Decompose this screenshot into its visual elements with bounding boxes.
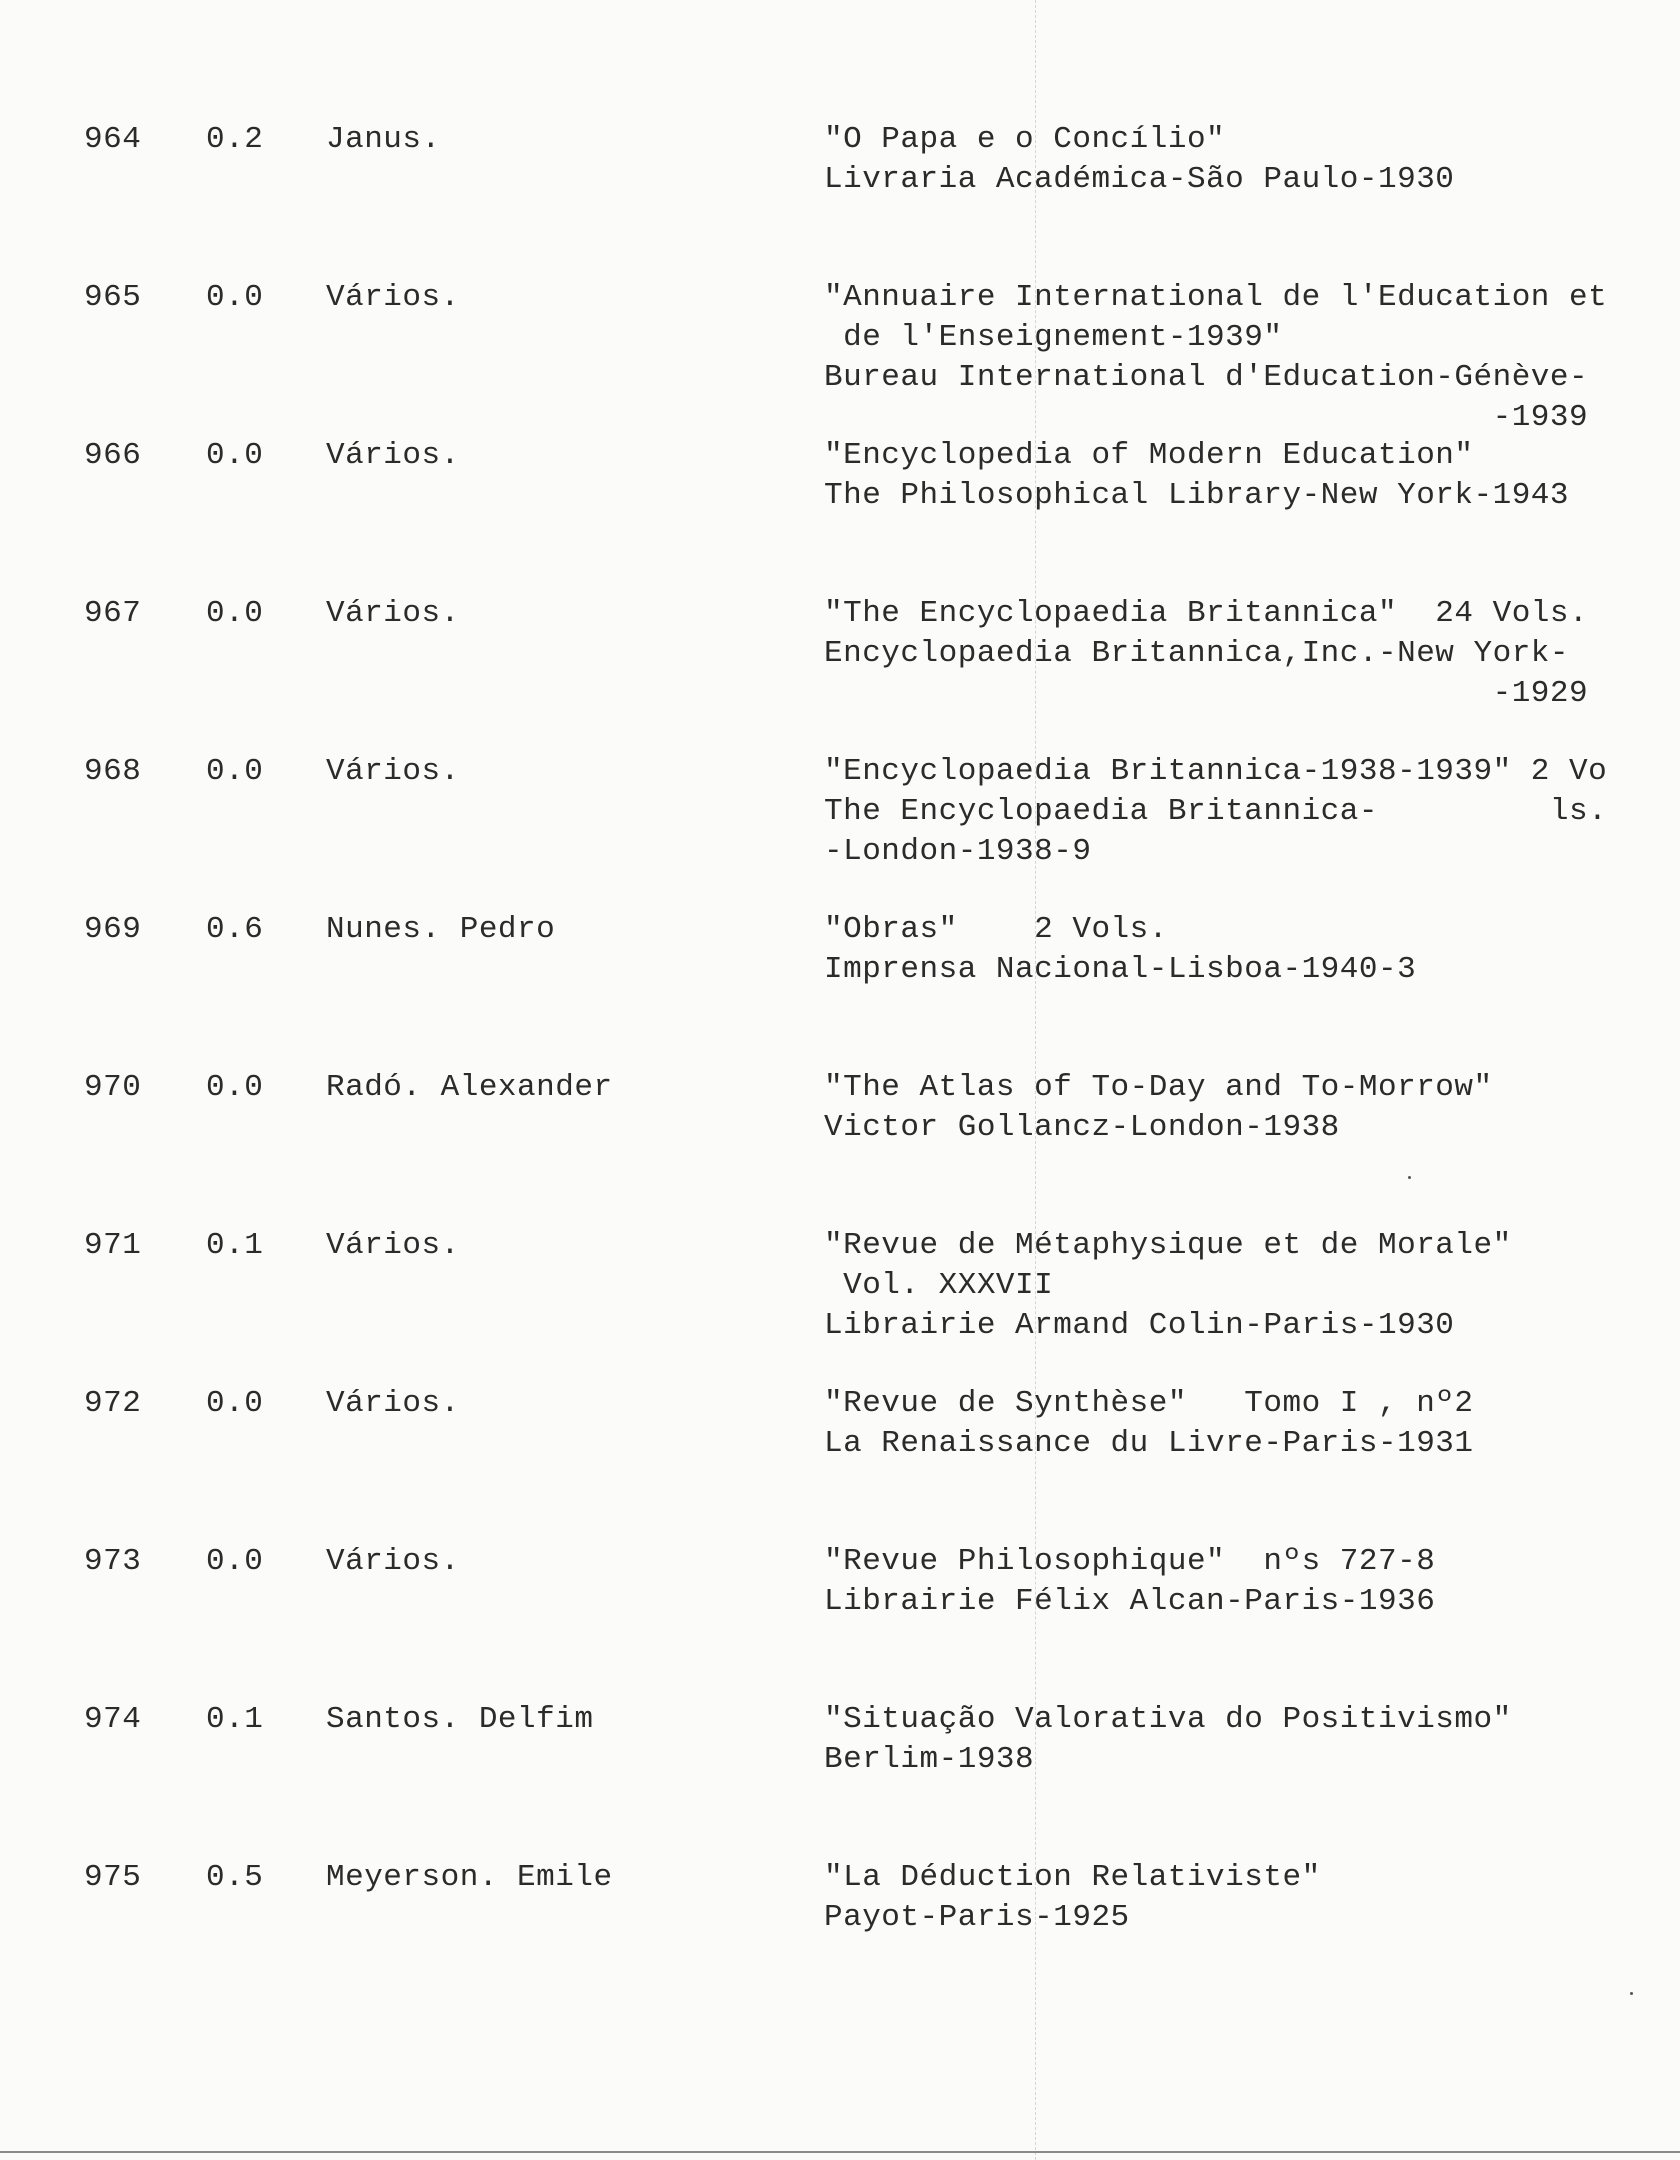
entry-work-line: "Situação Valorativa do Positivismo"	[824, 1702, 1512, 1737]
entry-number: 968	[84, 754, 142, 789]
entry-number: 965	[84, 280, 142, 315]
entry-work-line: "Obras" 2 Vols.	[824, 912, 1168, 947]
entry-author: Vários.	[326, 1228, 460, 1263]
entry-number: 969	[84, 912, 142, 947]
entry-number: 967	[84, 596, 142, 631]
entry-work	[824, 752, 1607, 872]
entry-author: Radó. Alexander	[326, 1070, 613, 1105]
catalog-entry	[0, 120, 1680, 270]
entry-author: Vários.	[326, 754, 460, 789]
entry-code: 0.1	[206, 1228, 264, 1263]
entry-code: 0.5	[206, 1860, 264, 1895]
catalog-entry	[0, 1542, 1680, 1692]
entry-work	[824, 1384, 1474, 1464]
entry-work-line: "Encyclopaedia Britannica-1938-1939" 2 Vo	[824, 754, 1608, 789]
entry-code: 0.0	[206, 596, 264, 631]
entry-number: 975	[84, 1860, 142, 1895]
entry-work-line: "Encyclopedia of Modern Education"	[824, 438, 1474, 473]
catalog-entry	[0, 1226, 1680, 1376]
entry-work-line: Imprensa Nacional-Lisboa-1940-3	[824, 952, 1417, 987]
entry-code: 0.1	[206, 1702, 264, 1737]
entry-work-line: "O Papa e o Concílio"	[824, 122, 1226, 157]
entry-work-line: The Philosophical Library-New York-1943	[824, 478, 1570, 513]
entry-author: Meyerson. Emile	[326, 1860, 613, 1895]
entry-work-line: Livraria Académica-São Paulo-1930	[824, 162, 1455, 197]
entry-work-line: "La Déduction Relativiste"	[824, 1860, 1321, 1895]
entry-work-line: -London-1938-9	[824, 834, 1092, 869]
entry-work-line: -1929	[824, 676, 1589, 711]
entry-work-line: "Annuaire International de l'Education et	[824, 280, 1608, 315]
entry-work	[824, 1858, 1321, 1938]
entry-author: Janus.	[326, 122, 441, 157]
entry-code: 0.0	[206, 1544, 264, 1579]
entry-number: 974	[84, 1702, 142, 1737]
entry-work-line: Bureau International d'Education-Génève-	[824, 360, 1589, 395]
entry-number: 972	[84, 1386, 142, 1421]
entry-code: 0.6	[206, 912, 264, 947]
entry-work-line: "The Atlas of To-Day and To-Morrow"	[824, 1070, 1493, 1105]
catalog-entry	[0, 278, 1680, 435]
ink-speck	[1408, 1176, 1411, 1179]
entry-work-line: La Renaissance du Livre-Paris-1931	[824, 1426, 1474, 1461]
entry-work-line: Berlim-1938	[824, 1742, 1035, 1777]
entry-work-line: The Encyclopaedia Britannica- ls.	[824, 794, 1608, 829]
entry-number: 966	[84, 438, 142, 473]
entry-work	[824, 594, 1588, 714]
entry-work-line: Librairie Armand Colin-Paris-1930	[824, 1308, 1455, 1343]
entry-work	[824, 1226, 1512, 1346]
entry-author: Vários.	[326, 596, 460, 631]
entry-work	[824, 1068, 1493, 1148]
entry-work-line: "Revue Philosophique" nºs 727-8	[824, 1544, 1436, 1579]
entry-work-line: Payot-Paris-1925	[824, 1900, 1130, 1935]
entry-code: 0.0	[206, 1070, 264, 1105]
entry-work-line: de l'Enseignement-1939"	[824, 320, 1283, 355]
entry-work-line: Librairie Félix Alcan-Paris-1936	[824, 1584, 1436, 1619]
entry-work	[824, 120, 1454, 200]
bottom-edge-line	[0, 2151, 1680, 2153]
entry-work-line: Vol. XXXVII	[824, 1268, 1054, 1303]
entry-number: 964	[84, 122, 142, 157]
entry-code: 0.0	[206, 1386, 264, 1421]
entry-number: 970	[84, 1070, 142, 1105]
entry-work-line: "Revue de Métaphysique et de Morale"	[824, 1228, 1512, 1263]
ink-speck	[1630, 1992, 1633, 1995]
catalog-entry	[0, 436, 1680, 586]
entry-author: Nunes. Pedro	[326, 912, 556, 947]
catalog-entry	[0, 1700, 1680, 1850]
entry-code: 0.0	[206, 438, 264, 473]
entry-work-line: Victor Gollancz-London-1938	[824, 1110, 1340, 1145]
catalog-entry	[0, 594, 1680, 744]
entry-code: 0.0	[206, 754, 264, 789]
entry-author: Vários.	[326, 438, 460, 473]
entry-number: 971	[84, 1228, 142, 1263]
entry-author: Vários.	[326, 1386, 460, 1421]
entry-work	[824, 1700, 1512, 1780]
entry-work-line: -1939	[824, 400, 1589, 435]
entry-work	[824, 436, 1569, 516]
catalog-entry	[0, 1858, 1680, 2008]
entry-work	[824, 278, 1607, 438]
entry-code: 0.0	[206, 280, 264, 315]
entry-work	[824, 1542, 1435, 1622]
entry-author: Santos. Delfim	[326, 1702, 594, 1737]
entry-work-line: "The Encyclopaedia Britannica" 24 Vols.	[824, 596, 1589, 631]
entry-number: 973	[84, 1544, 142, 1579]
entry-work-line: "Revue de Synthèse" Tomo I , nº2	[824, 1386, 1474, 1421]
entry-work-line: Encyclopaedia Britannica,Inc.-New York-	[824, 636, 1570, 671]
catalog-entry	[0, 1384, 1680, 1534]
entry-work	[824, 910, 1416, 990]
catalog-entry	[0, 1068, 1680, 1218]
entry-author: Vários.	[326, 280, 460, 315]
catalog-entry	[0, 752, 1680, 902]
entry-code: 0.2	[206, 122, 264, 157]
entry-author: Vários.	[326, 1544, 460, 1579]
catalog-entry	[0, 910, 1680, 1060]
